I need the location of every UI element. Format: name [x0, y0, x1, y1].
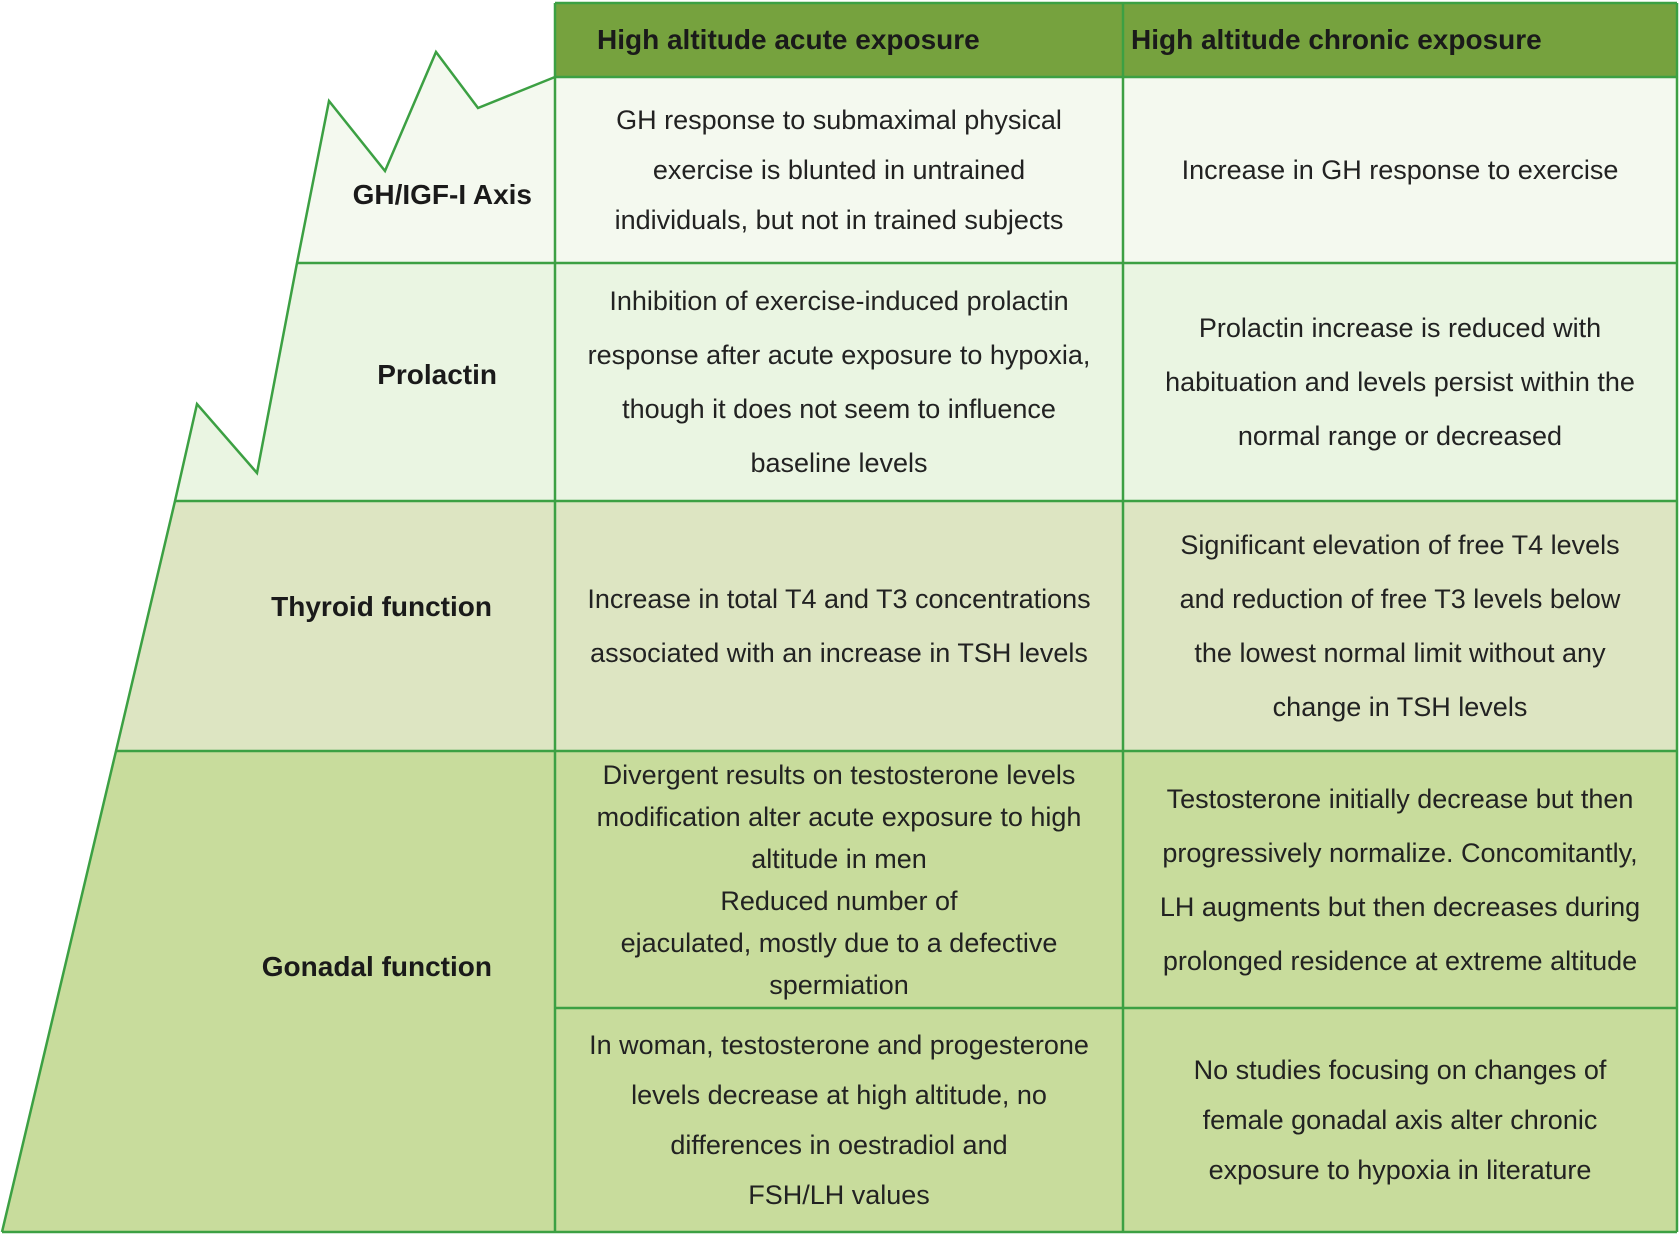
- header-chronic-exposure: High altitude chronic exposure: [1131, 24, 1542, 55]
- cell-gonadal-acute-men-text: Divergent results on testosterone levels modification alter acute exposure to high altitude in men Reduced number of ejaculated, mostly due to a defective spermiation: [596, 759, 1082, 1000]
- cell-thyroid-acute: [555, 501, 1123, 751]
- row-label-gh-igf: GH/IGF-I Axis: [352, 179, 532, 210]
- cell-gonadal-chronic-women-text: No studies focusing on changes of female gonadal axis alter chronic exposure to hypoxia in literature: [1193, 1055, 1607, 1185]
- row-label-thyroid: Thyroid function: [271, 591, 492, 622]
- cell-prolactin-acute-text: Inhibition of exercise-induced prolactin response after acute exposure to hypoxia, though it does not seem to influence baseline levels: [587, 286, 1091, 478]
- cell-prolactin-chronic-text: Prolactin increase is reduced with habituation and levels persist within the normal range or decreased: [1165, 313, 1635, 451]
- cell-gh-acute: [555, 77, 1123, 263]
- cell-gonadal-acute-men: [555, 751, 1123, 1008]
- row-label-prolactin: Prolactin: [377, 359, 497, 390]
- cell-thyroid-chronic: [1123, 501, 1677, 751]
- cell-prolactin-chronic: [1123, 263, 1677, 501]
- cell-gonadal-chronic-men: [1123, 751, 1677, 1008]
- cell-gonadal-chronic-men-text: Testosterone initially decrease but then progressively normalize. Concomitantly, LH augments but then decreases during prolonged residence at extreme altitude: [1159, 783, 1641, 976]
- cell-gonadal-acute-women: [555, 1008, 1123, 1232]
- cell-thyroid-chronic-text: Significant elevation of free T4 levels and reduction of free T3 levels below the lowest normal limit without any change in TSH levels: [1179, 530, 1621, 722]
- header-acute-exposure: High altitude acute exposure: [597, 24, 980, 55]
- cell-thyroid-acute-text: Increase in total T4 and T3 concentrations associated with an increase in TSH levels: [587, 584, 1091, 668]
- cell-gh-chronic: [1123, 77, 1677, 263]
- cell-gonadal-acute-women-text: In woman, testosterone and progesterone levels decrease at high altitude, no differences in oestradiol and FSH/LH values: [589, 1030, 1089, 1210]
- cell-gh-acute-text: GH response to submaximal physical exercise is blunted in untrained individuals, but not in trained subjects: [614, 105, 1064, 235]
- row-label-gonadal: Gonadal function: [261, 951, 492, 982]
- cell-gonadal-chronic-women: [1123, 1008, 1677, 1232]
- cell-prolactin-acute: [555, 263, 1123, 501]
- cell-gh-chronic-text: Increase in GH response to exercise: [1181, 155, 1619, 185]
